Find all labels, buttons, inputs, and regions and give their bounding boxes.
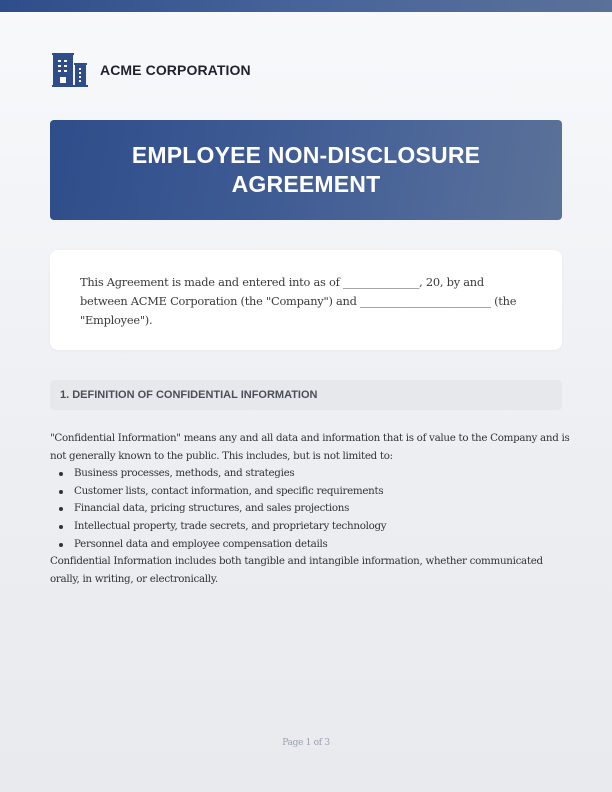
list-item <box>50 536 570 554</box>
section-closing-paragraph: Confidential Information includes both tangible and intangible information, whether communicated orally, in writing, or electronically. <box>50 555 543 585</box>
list-item <box>50 500 570 518</box>
list-item-text: Customer lists, contact information, and specific requirements <box>74 484 384 497</box>
confidential-items-list <box>50 465 570 553</box>
bullet-icon <box>59 507 63 511</box>
page-number: Page 1 of 3 <box>282 738 330 748</box>
list-item <box>50 483 570 501</box>
intro-paragraph: This Agreement is made and entered into as of ______________, 20, by and between ACME Corporation (the "Company") and ________________________ (the "Employee"). <box>80 275 517 327</box>
list-item-text: Personnel data and employee compensation details <box>74 537 328 550</box>
list-item <box>50 465 570 483</box>
list-item-text: Intellectual property, trade secrets, and proprietary technology <box>74 519 387 532</box>
intro-card <box>50 250 562 350</box>
list-item-text: Financial data, pricing structures, and sales projections <box>74 502 350 515</box>
bullet-icon <box>59 543 63 547</box>
bullet-icon <box>59 525 63 529</box>
bullet-icon <box>59 472 63 476</box>
top-accent-bar <box>0 0 612 12</box>
company-name: ACME CORPORATION <box>100 62 251 78</box>
section-lead-paragraph: "Confidential Information" means any and all data and information that is of value to the Company and is not generally known to the public. This includes, but is not limited to: <box>50 432 570 462</box>
section-title: 1. DEFINITION OF CONFIDENTIAL INFORMATION <box>60 389 318 401</box>
building-icon <box>52 53 88 87</box>
list-item-text: Business processes, methods, and strategies <box>74 467 295 480</box>
section-body-definition <box>50 430 570 588</box>
title-banner <box>50 120 562 220</box>
company-brand <box>52 53 251 87</box>
document-title: EMPLOYEE NON-DISCLOSURE AGREEMENT <box>131 142 481 197</box>
bullet-icon <box>59 490 63 494</box>
list-item <box>50 518 570 536</box>
section-header-definition <box>50 380 562 410</box>
